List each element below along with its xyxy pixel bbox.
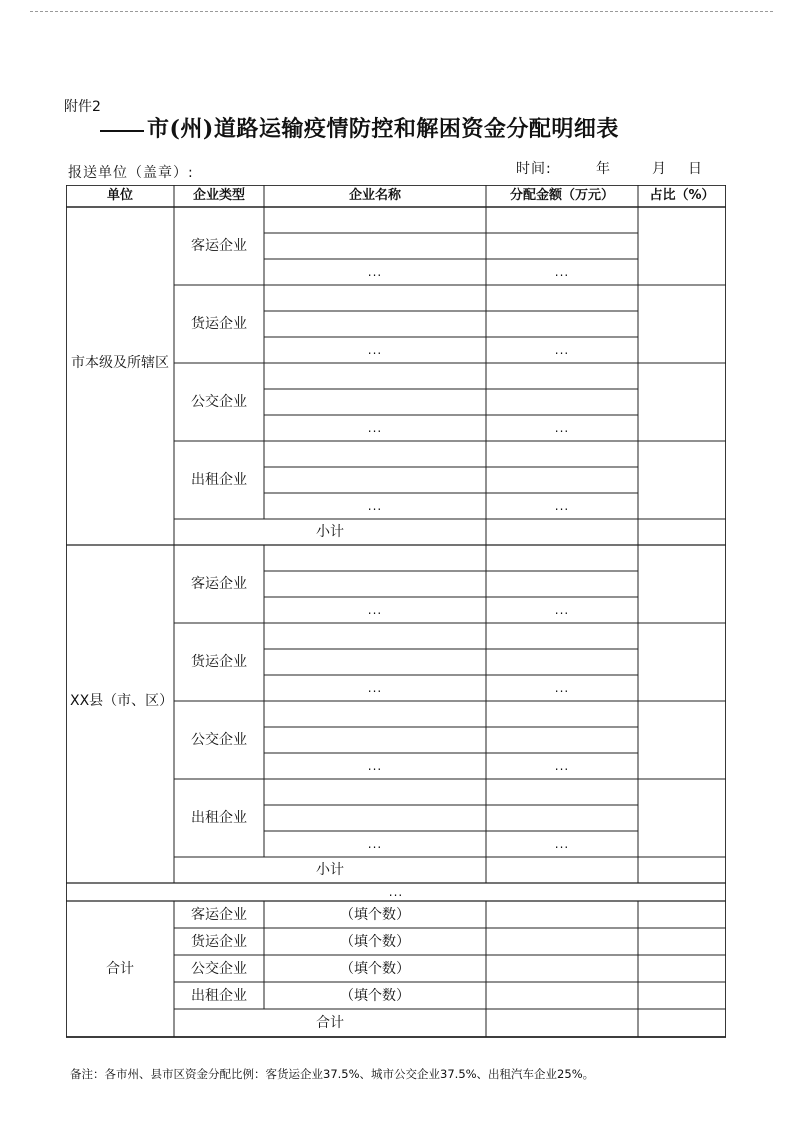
amount-cell[interactable]: ... — [554, 603, 570, 617]
region-name: 市本级及所辖区 — [71, 355, 169, 371]
grand-total-amount[interactable] — [486, 1009, 638, 1037]
enterprise-name-cell[interactable]: ... — [367, 759, 383, 773]
amount-cell[interactable] — [486, 467, 638, 493]
enterprise-name-cell[interactable] — [264, 779, 486, 805]
amount-cell[interactable] — [486, 805, 638, 831]
enterprise-name-cell[interactable] — [264, 805, 486, 831]
enterprise-type: 出租企业 — [191, 810, 247, 826]
subtotal-amount[interactable] — [486, 519, 638, 545]
total-count-field[interactable]: （填个数） — [340, 933, 410, 950]
header-unit: 单位 — [106, 188, 133, 203]
total-count-field[interactable]: （填个数） — [340, 960, 410, 977]
region-name: XX县（市、区） — [70, 693, 174, 709]
reporter-label: 报送单位（盖章）: — [68, 165, 194, 181]
enterprise-name-cell[interactable] — [264, 311, 486, 337]
ratio-cell[interactable] — [638, 441, 726, 519]
total-enterprise-type: 货运企业 — [191, 933, 247, 950]
amount-cell[interactable] — [486, 311, 638, 337]
header-enterprise-type: 企业类型 — [192, 188, 245, 203]
grand-total-label: 合计 — [316, 1015, 344, 1031]
amount-cell[interactable] — [486, 363, 638, 389]
amount-cell[interactable] — [486, 441, 638, 467]
amount-cell[interactable] — [486, 779, 638, 805]
title-blank-line[interactable] — [100, 130, 144, 132]
subtotal-label: 小计 — [316, 524, 344, 540]
enterprise-name-cell[interactable] — [264, 441, 486, 467]
grand-total-ratio[interactable] — [638, 1009, 726, 1037]
enterprise-name-cell[interactable]: ... — [367, 343, 383, 357]
total-label: 合计 — [106, 961, 134, 977]
enterprise-name-cell[interactable]: ... — [367, 837, 383, 851]
ratio-cell[interactable] — [638, 285, 726, 363]
total-amount-cell[interactable] — [486, 982, 638, 1009]
subtotal-ratio[interactable] — [638, 519, 726, 545]
enterprise-type: 公交企业 — [191, 394, 247, 410]
total-count-field[interactable]: （填个数） — [340, 906, 410, 923]
amount-cell[interactable] — [486, 207, 638, 233]
amount-cell[interactable] — [486, 623, 638, 649]
enterprise-name-cell[interactable]: ... — [367, 265, 383, 279]
enterprise-type: 出租企业 — [191, 472, 247, 488]
subtotal-ratio[interactable] — [638, 857, 726, 883]
subtotal-label: 小计 — [316, 862, 344, 878]
amount-cell[interactable]: ... — [554, 499, 570, 513]
enterprise-name-cell[interactable] — [264, 389, 486, 415]
enterprise-type: 公交企业 — [191, 732, 247, 748]
total-amount-cell[interactable] — [486, 955, 638, 982]
ratio-cell[interactable] — [638, 363, 726, 441]
total-ratio-cell[interactable] — [638, 955, 726, 982]
amount-cell[interactable]: ... — [554, 421, 570, 435]
total-amount-cell[interactable] — [486, 901, 638, 928]
amount-cell[interactable]: ... — [554, 759, 570, 773]
amount-cell[interactable] — [486, 727, 638, 753]
enterprise-name-cell[interactable] — [264, 207, 486, 233]
total-amount-cell[interactable] — [486, 928, 638, 955]
date-label: 时间: — [516, 161, 552, 177]
amount-cell[interactable] — [486, 649, 638, 675]
subtotal-amount[interactable] — [486, 857, 638, 883]
total-ratio-cell[interactable] — [638, 928, 726, 955]
enterprise-name-cell[interactable]: ... — [367, 603, 383, 617]
amount-cell[interactable]: ... — [554, 265, 570, 279]
total-count-field[interactable]: （填个数） — [340, 987, 410, 1004]
ratio-cell[interactable] — [638, 623, 726, 701]
total-enterprise-type: 客运企业 — [191, 906, 247, 923]
enterprise-type: 货运企业 — [191, 316, 247, 332]
enterprise-type: 货运企业 — [191, 654, 247, 670]
more-regions-row: ... — [388, 885, 404, 899]
ratio-cell[interactable] — [638, 207, 726, 285]
amount-cell[interactable] — [486, 389, 638, 415]
enterprise-type: 客运企业 — [191, 576, 247, 592]
header-ratio: 占比（%） — [649, 188, 715, 203]
amount-cell[interactable] — [486, 571, 638, 597]
enterprise-name-cell[interactable] — [264, 727, 486, 753]
total-enterprise-type: 公交企业 — [191, 960, 247, 977]
enterprise-name-cell[interactable]: ... — [367, 499, 383, 513]
amount-cell[interactable]: ... — [554, 343, 570, 357]
page-title: 市(州)道路运输疫情防控和解困资金分配明细表 — [147, 116, 619, 142]
enterprise-name-cell[interactable] — [264, 571, 486, 597]
total-enterprise-type: 出租企业 — [191, 987, 247, 1004]
date-month-label: 月 — [652, 161, 666, 177]
enterprise-name-cell[interactable] — [264, 467, 486, 493]
amount-cell[interactable] — [486, 545, 638, 571]
enterprise-name-cell[interactable]: ... — [367, 421, 383, 435]
scan-border-line — [30, 11, 773, 12]
total-ratio-cell[interactable] — [638, 982, 726, 1009]
amount-cell[interactable] — [486, 233, 638, 259]
enterprise-name-cell[interactable] — [264, 701, 486, 727]
header-amount: 分配金额（万元） — [509, 188, 614, 203]
enterprise-name-cell[interactable] — [264, 285, 486, 311]
enterprise-name-cell[interactable] — [264, 363, 486, 389]
attachment-label: 附件2 — [64, 99, 101, 115]
ratio-cell[interactable] — [638, 545, 726, 623]
amount-cell[interactable]: ... — [554, 837, 570, 851]
amount-cell[interactable] — [486, 701, 638, 727]
enterprise-name-cell[interactable] — [264, 545, 486, 571]
footnote: 备注：各市州、县市区资金分配比例：客货运企业37.5%、城市公交企业37.5%、出租汽车企业25%。 — [70, 1067, 595, 1081]
amount-cell[interactable]: ... — [554, 681, 570, 695]
enterprise-type: 客运企业 — [191, 238, 247, 254]
enterprise-name-cell[interactable] — [264, 649, 486, 675]
enterprise-name-cell[interactable] — [264, 233, 486, 259]
ratio-cell[interactable] — [638, 779, 726, 857]
ratio-cell[interactable] — [638, 701, 726, 779]
enterprise-name-cell[interactable] — [264, 623, 486, 649]
date-day-label: 日 — [688, 161, 702, 177]
header-enterprise-name: 企业名称 — [348, 188, 401, 203]
date-year-label: 年 — [596, 161, 610, 177]
enterprise-name-cell[interactable]: ... — [367, 681, 383, 695]
allocation-table — [66, 185, 726, 1065]
total-ratio-cell[interactable] — [638, 901, 726, 928]
amount-cell[interactable] — [486, 285, 638, 311]
